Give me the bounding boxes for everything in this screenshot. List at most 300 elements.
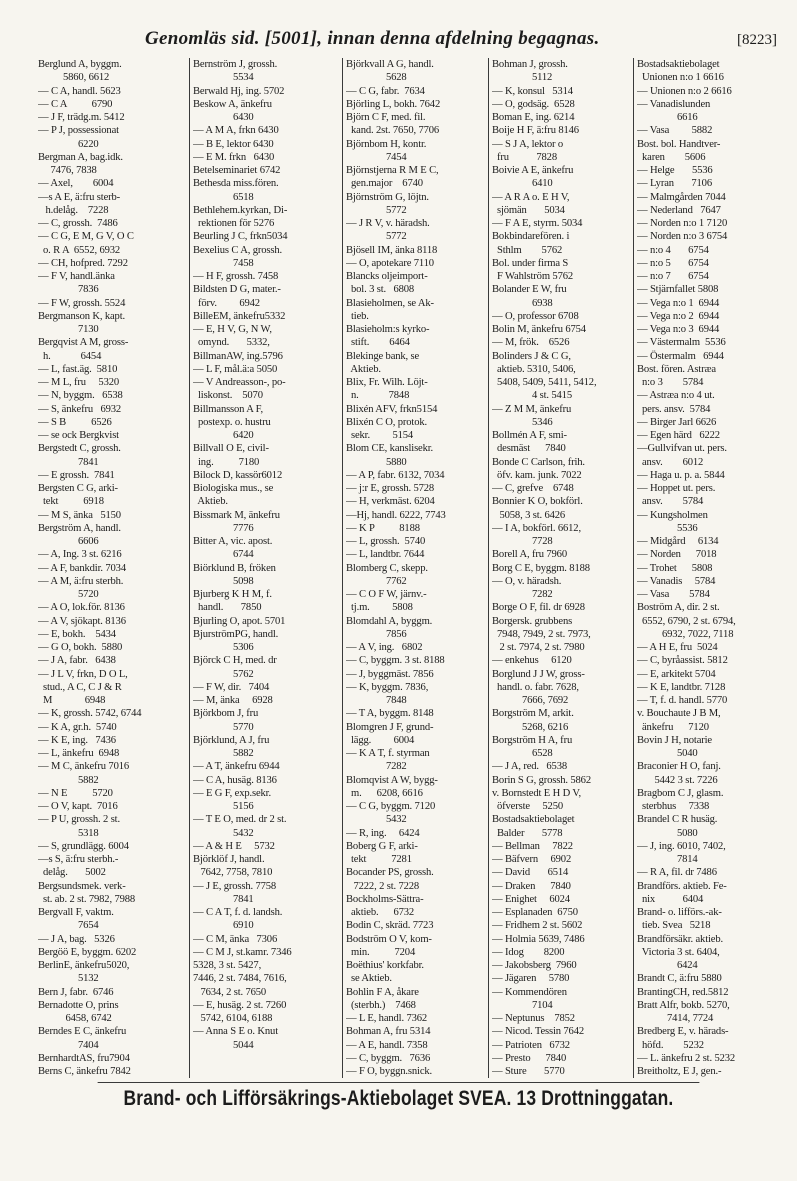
directory-columns	[38, 58, 791, 1078]
directory-entry-line: 5720	[38, 589, 99, 600]
directory-entry-line: — A, Ing. 3 st. 6216	[38, 549, 122, 561]
directory-entry-line: — Haga u. p. a. 5844	[637, 469, 725, 481]
directory-entry-line: — Presto 7840	[492, 1052, 567, 1064]
directory-entry-line: Björkvall A G, handl.	[346, 59, 434, 70]
directory-entry-line: 5432	[346, 814, 407, 826]
directory-entry-line: — C A, husäg. 8136	[193, 774, 277, 786]
directory-entry-line: gen.major 6740	[346, 178, 423, 190]
directory-entry-line: Bildsten D G, mater.-	[193, 284, 281, 296]
directory-entry-line: — F W, grossh. 5524	[38, 297, 126, 309]
directory-entry-line: — se ock Bergkvist	[38, 430, 119, 441]
directory-entry-line: — K A, gr.h. 5740	[38, 721, 117, 733]
directory-entry-line: — F W, dir. 7404	[193, 681, 270, 693]
directory-entry-line: Bohlin F A, åkare	[346, 986, 419, 998]
directory-entry-line: — Sture 5770	[492, 1066, 565, 1077]
directory-entry-line: tekt 7281	[346, 854, 412, 865]
directory-entry-line: — L, änkefru 6948	[38, 748, 120, 759]
header-title: Genomläs sid. [5001], innan denna afdelning begagnas.	[145, 28, 600, 49]
directory-entry-line: — Z M M, änkefru	[492, 403, 572, 415]
directory-entry-line: — G O, bokh. 5880	[38, 642, 123, 653]
directory-entry-line: karen 5606	[637, 151, 706, 163]
directory-entry-line: Bergvall F, vaktm.	[38, 907, 114, 918]
directory-entry-line: — Vanadislunden	[637, 98, 711, 110]
directory-entry-line: F Wahlström 5762	[492, 271, 574, 282]
directory-entry-line: Bjurberg K H M, f.	[193, 589, 272, 600]
directory-entry-line: — E G F, exp.sekr.	[193, 787, 271, 799]
directory-entry-line: — Astræa n:o 4 ut.	[637, 390, 715, 402]
directory-entry-line: Balder 5778	[492, 827, 563, 839]
directory-entry-line: — David 6514	[492, 867, 569, 879]
directory-entry-line: — M S, änka 5150	[38, 509, 121, 521]
directory-entry-line: — E, H V, G, N W,	[193, 324, 272, 335]
directory-entry-line: v. Bornstedt E H D V,	[492, 787, 582, 799]
directory-entry-line: — j:r E, grossh. 5728	[346, 483, 435, 494]
directory-entry-line: — A R A o. E H V,	[492, 191, 570, 203]
directory-entry-line: Bergöö E, byggm. 6202	[38, 946, 137, 958]
directory-entry-line: 5306	[193, 642, 254, 653]
directory-entry-line: Bolin M, änkefru 6754	[492, 324, 586, 335]
directory-entry-line: 7458	[193, 257, 254, 269]
directory-entry-line: — n:o 7 6754	[637, 271, 709, 282]
directory-entry-line: min. 7204	[346, 946, 416, 958]
directory-entry-line: Blomgren J F, grund-	[346, 721, 434, 733]
directory-entry-line: Boivie A E, änkefru	[492, 165, 574, 176]
directory-entry-line: 7404	[38, 1039, 99, 1051]
directory-entry-line: Bragbom C J, glasm.	[637, 787, 724, 799]
directory-entry-line: handl. 7850	[193, 602, 262, 614]
directory-entry-line: BillmanAW, ing.5796	[193, 350, 283, 362]
directory-entry-line: Bern J, fabr. 6746	[38, 986, 114, 998]
directory-entry-line: Aktieb.	[193, 496, 228, 508]
directory-entry-line: — T E O, med. dr 2 st.	[193, 814, 287, 826]
directory-entry-line: Betelseminariet 6742	[193, 165, 281, 176]
directory-entry-line: — K, grossh. 5742, 6744	[38, 708, 142, 720]
directory-entry-line: — B E, lektor 6430	[193, 138, 274, 150]
directory-entry-line: — J E, grossh. 7758	[193, 880, 277, 892]
directory-entry-line: — E, bokh. 5434	[38, 628, 116, 640]
directory-entry-line: Bissmark M, änkefru	[193, 509, 280, 521]
directory-entry-line: Bredberg E, v. härads-	[637, 1026, 729, 1038]
directory-entry-line: — M L, fru 5320	[38, 377, 120, 388]
directory-entry-line: Biologiska mus., se	[193, 483, 274, 494]
directory-column-2	[190, 58, 343, 1078]
directory-entry-line: Borgström M, arkit.	[492, 708, 574, 720]
directory-entry-line: Bergström A, handl.	[38, 522, 121, 534]
directory-entry-line: — T A, byggm. 8148	[346, 708, 434, 720]
directory-entry-line: Bergstedt C, grossh.	[38, 443, 121, 455]
directory-entry-line: 6606	[38, 536, 99, 547]
directory-entry-line: — C M J, st.kamr. 7346	[193, 946, 292, 958]
directory-entry-line: Borgström H A, fru	[492, 734, 573, 746]
directory-entry-line: öfverste 5250	[492, 801, 563, 812]
directory-entry-line: bol. 3 st. 6808	[346, 284, 415, 296]
directory-entry-line: 6410	[492, 178, 553, 190]
directory-entry-line: Braconier H O, fanj.	[637, 761, 721, 773]
directory-entry-line: — Hoppet ut. pers.	[637, 483, 716, 494]
directory-entry-line: — J, byggmäst. 7856	[346, 668, 434, 680]
directory-entry-line: aktieb. 5310, 5406,	[492, 363, 576, 375]
directory-entry-line: rektionen för 5276	[193, 218, 275, 229]
directory-entry-line: 4 st. 5415	[492, 390, 572, 402]
directory-entry-line: — C, byggm. 7636	[346, 1052, 431, 1064]
directory-entry-line: 6424	[637, 960, 698, 971]
directory-entry-line: Berwald Hj, ing. 5702	[193, 85, 285, 97]
directory-entry-line: — S J A, lektor o	[492, 138, 564, 150]
directory-entry-line: 2 st. 7974, 2 st. 7980	[492, 642, 585, 653]
directory-entry-line: Borin S G, grossh. 5862	[492, 774, 591, 786]
directory-entry-line: 7414, 7724	[637, 1013, 714, 1024]
directory-entry-line: 6616	[637, 112, 698, 123]
directory-entry-line: o. R A 6552, 6932	[38, 244, 121, 256]
directory-entry-line: v. Bouchaute J B M,	[637, 708, 721, 720]
directory-entry-line: Bost. bol. Handtver-	[637, 138, 721, 150]
directory-entry-line: — Kungsholmen	[637, 509, 708, 521]
page-number: [8223]	[737, 32, 777, 48]
directory-entry-line: 5156	[193, 801, 254, 812]
directory-entry-line: — L E, handl. 7362	[346, 1013, 428, 1024]
directory-entry-line: — K A T, f. styrman	[346, 748, 430, 759]
directory-entry-line: — Midgård 6134	[637, 536, 719, 547]
directory-entry-line: — n:o 5 6754	[637, 257, 709, 269]
directory-entry-line: 7454	[346, 151, 407, 163]
directory-entry-line: 5770	[193, 721, 254, 733]
directory-entry-line: — R A, fil. dr 7486	[637, 867, 717, 879]
directory-entry-line: — Anna S E o. Knut	[193, 1026, 278, 1038]
directory-entry-line: Blomdahl A, byggm.	[346, 615, 433, 627]
directory-entry-line: Blix, Fr. Wilh. Löjt-	[346, 377, 428, 388]
directory-entry-line: liskonst. 5070	[193, 390, 263, 402]
directory-entry-line: 5098	[193, 575, 254, 587]
directory-entry-line: Bonde C Carlson, frih.	[492, 456, 585, 468]
directory-entry-line: postexp. o. hustru	[193, 416, 271, 428]
directory-entry-line: 7841	[38, 456, 99, 468]
directory-entry-line: — J A, bag. 5326	[38, 933, 115, 945]
directory-entry-line: Borell A, fru 7960	[492, 549, 567, 561]
directory-entry-line: — C, byråassist. 5812	[637, 655, 728, 667]
directory-entry-line: 6528	[492, 748, 553, 759]
directory-entry-line: — P U, grossh. 2 st.	[38, 814, 120, 826]
directory-entry-line: — A F, bankdir. 7034	[38, 562, 126, 574]
directory-entry-line: — K P 8188	[346, 522, 420, 534]
directory-entry-line: Brandel C R husäg.	[637, 814, 718, 826]
directory-entry-line: 6932, 7022, 7118	[637, 628, 734, 640]
directory-entry-line: tieb. Svea 5218	[637, 920, 711, 932]
directory-entry-line: — C O F W, järnv.-	[346, 589, 427, 600]
directory-entry-line: — L, landtbr. 7644	[346, 549, 425, 561]
directory-entry-line: 7104	[492, 999, 553, 1011]
directory-entry-line: 5044	[193, 1039, 254, 1051]
directory-entry-line: — Västermalm 5536	[637, 337, 726, 349]
directory-entry-line: 7814	[637, 854, 698, 865]
directory-entry-line: 6552, 6790, 2 st. 6794,	[637, 615, 736, 627]
directory-entry-line: 5040	[637, 748, 698, 759]
directory-entry-line: — N, byggm. 6538	[38, 390, 123, 402]
directory-entry-line: — C, grossh. 7486	[38, 218, 118, 229]
directory-entry-line: 7654	[38, 920, 99, 932]
directory-entry-line: 6458, 6742	[38, 1013, 112, 1024]
directory-entry-line: 7634, 2 st. 7650	[193, 986, 267, 998]
directory-entry-line: — Jägaren 5780	[492, 973, 570, 985]
directory-entry-line: 7666, 7692	[492, 695, 569, 706]
directory-entry-line: Borgersk. grubbens	[492, 615, 573, 627]
directory-entry-line: — Östermalm 6944	[637, 350, 724, 362]
directory-entry-line: 7776	[193, 522, 254, 534]
directory-entry-line: Bergsten C G, arki-	[38, 483, 118, 494]
directory-entry-line: — R, ing. 6424	[346, 827, 420, 839]
directory-entry-line: 7476, 7838	[38, 165, 97, 176]
directory-entry-line: — K, konsul 5314	[492, 85, 573, 97]
directory-entry-line: 7642, 7758, 7810	[193, 867, 273, 879]
directory-entry-line: Borg C E, byggm. 8188	[492, 562, 590, 574]
directory-entry-line: 7728	[492, 536, 553, 547]
directory-entry-line: — Lyran 7106	[637, 178, 712, 190]
directory-entry-line: n:o 3 5784	[637, 377, 704, 388]
directory-entry-line: — C A 6790	[38, 98, 113, 110]
directory-entry-line: — Egen härd 6222	[637, 430, 720, 441]
directory-entry-line: 6220	[38, 138, 99, 150]
directory-column-5	[634, 58, 791, 1078]
directory-entry-line: — Vanadis 5784	[637, 575, 716, 587]
directory-entry-line: — A & H E 5732	[193, 840, 275, 852]
directory-entry-line: Bergmanson K, kapt.	[38, 310, 125, 322]
directory-entry-line: 5742, 6104, 6188	[193, 1013, 273, 1024]
directory-entry-line: 5408, 5409, 5411, 5412,	[492, 377, 597, 388]
directory-entry-line: omynd. 5332,	[193, 337, 270, 349]
directory-entry-line: 5058, 3 st. 6426	[492, 509, 566, 521]
directory-entry-line: BerlinE, änkefru5020,	[38, 960, 130, 971]
directory-entry-line: Bonnier K O, bokförl.	[492, 496, 583, 508]
directory-entry-line: 5080	[637, 827, 698, 839]
directory-entry-line: Bjösell IM, änka 8118	[346, 244, 438, 256]
directory-entry-line: Bergman A, bag.idk.	[38, 151, 123, 163]
directory-entry-line: Borge O F, fil. dr 6928	[492, 602, 585, 614]
directory-entry-line: lägg. 6004	[346, 734, 415, 746]
directory-entry-line: Billmansson A F,	[193, 403, 264, 415]
directory-entry-line: — Unionen n:o 2 6616	[637, 85, 732, 97]
directory-entry-line: Björck C H, med. dr	[193, 655, 277, 667]
directory-entry-line: sjömän 5034	[492, 204, 565, 216]
directory-entry-line: Bohman J, grossh.	[492, 59, 568, 70]
directory-entry-line: — C M, änka 7306	[193, 933, 278, 945]
directory-entry-line: Blixén AFV, frkn5154	[346, 403, 438, 415]
directory-entry-line: 5762	[193, 668, 254, 680]
directory-entry-line: sterbhus 7338	[637, 801, 710, 812]
directory-entry-line: — Esplanaden 6750	[492, 907, 578, 918]
directory-entry-line: Bitter A, vic. apost.	[193, 536, 273, 547]
directory-entry-line: 5772	[346, 231, 407, 243]
directory-entry-line: 5860, 6612	[38, 72, 110, 84]
directory-entry-line: Blomqvist A W, bygg-	[346, 774, 438, 786]
directory-entry-line: Blasieholm:s kyrko-	[346, 324, 430, 335]
directory-entry-line: h. 6454	[38, 350, 102, 362]
directory-entry-line: — Trohet 5808	[637, 562, 713, 574]
directory-entry-line: 7282	[346, 761, 407, 773]
directory-entry-line: — M, änka 6928	[193, 695, 273, 706]
directory-entry-line: Boëthius' korkfabr.	[346, 960, 424, 971]
directory-entry-line: — Norden 7018	[637, 549, 717, 561]
directory-entry-line: — F A E, styrm. 5034	[492, 218, 583, 229]
directory-entry-line: — Vega n:o 1 6944	[637, 297, 720, 309]
directory-entry-line: — Enighet 6024	[492, 893, 570, 905]
directory-entry-line: 5328, 3 st. 5427,	[193, 960, 262, 971]
directory-entry-line: — A M A, frkn 6430	[193, 125, 279, 137]
directory-entry-line: Bergqvist A M, gross-	[38, 337, 129, 349]
directory-entry-line: — O, apotekare 7110	[346, 257, 434, 269]
directory-entry-line: — C A, handl. 5623	[38, 85, 121, 97]
directory-entry-line: se Aktieb.	[346, 973, 392, 985]
directory-entry-line: — Helge 5536	[637, 165, 713, 176]
directory-entry-line: Brandförsäkr. aktieb.	[637, 933, 723, 945]
directory-entry-line: Berglund A, byggm.	[38, 59, 122, 70]
directory-entry-line: — K E, ing. 7436	[38, 734, 116, 746]
directory-entry-line: n. 7848	[346, 390, 410, 402]
directory-entry-line: 7762	[346, 575, 407, 587]
directory-entry-line: — J, ing. 6010, 7402,	[637, 840, 726, 852]
directory-entry-line: Beskow A, änkefru	[193, 98, 272, 110]
directory-entry-line: Bohman A, fru 5314	[346, 1026, 431, 1038]
directory-entry-line: 7222, 2 st. 7228	[346, 880, 420, 892]
directory-entry-line: ansv. 5784	[637, 496, 704, 508]
directory-entry-line: — J L V, frkn, D O L,	[38, 668, 128, 680]
directory-entry-line: — K E, landtbr. 7128	[637, 681, 726, 693]
directory-entry-line: 5772	[346, 204, 407, 216]
directory-entry-line: — L F, mål.ä:a 5050	[193, 363, 278, 375]
directory-entry-line: 5346	[492, 416, 553, 428]
directory-entry-line: — A V, sjökapt. 8136	[38, 615, 126, 627]
directory-entry-line: — Malmgården 7044	[637, 191, 726, 203]
directory-entry-line: 5442 3 st. 7226	[637, 774, 718, 786]
directory-entry-line: delåg. 5002	[38, 867, 106, 879]
directory-entry-line: handl. o. fabr. 7628,	[492, 681, 579, 693]
directory-entry-line: Bjurling O, apot. 5701	[193, 615, 286, 627]
directory-entry-line: — H F, grossh. 7458	[193, 271, 279, 282]
directory-entry-line: pers. ansv. 5784	[637, 403, 711, 415]
directory-entry-line: 6910	[193, 920, 254, 932]
directory-entry-line: Berns C, änkefru 7842	[38, 1066, 131, 1077]
directory-entry-line: Björklöf J, handl.	[193, 854, 265, 865]
directory-entry-line: — Bellman 7822	[492, 840, 573, 852]
directory-entry-line: — A E, handl. 7358	[346, 1039, 428, 1051]
directory-entry-line: Bollmén A F, smi-	[492, 430, 567, 441]
directory-entry-line: Bolander E W, fru	[492, 284, 567, 296]
directory-entry-line: Bodström O V, kom-	[346, 933, 432, 945]
page-header	[90, 26, 777, 58]
directory-entry-line: Bethlehem.kyrkan, Di-	[193, 204, 288, 216]
directory-entry-line: tj.m. 5808	[346, 602, 413, 614]
directory-entry-line: — J R V, v. häradsh.	[346, 218, 430, 229]
directory-entry-line: 5268, 6216	[492, 721, 569, 733]
directory-entry-line: Berndes E C, änkefru	[38, 1026, 127, 1038]
directory-entry-line: Aktieb.	[346, 363, 381, 375]
directory-entry-line: Björkbom J, fru	[193, 708, 259, 720]
directory-entry-line: — M, frök. 6526	[492, 337, 570, 349]
directory-entry-line: 5628	[346, 72, 407, 84]
directory-entry-line: — L, fast.äg. 5810	[38, 363, 118, 375]
directory-entry-line: Borglund J J W, gross-	[492, 668, 585, 680]
directory-entry-line: kand. 2st. 7650, 7706	[346, 125, 440, 137]
directory-entry-line: 6744	[193, 549, 254, 561]
directory-entry-line: Bost. fören. Astræa	[637, 363, 716, 375]
directory-entry-line: — Vega n:o 2 6944	[637, 310, 720, 322]
directory-entry-line: Sthlm 5762	[492, 244, 563, 256]
directory-entry-line: Beurling J C, frkn5034	[193, 231, 288, 243]
directory-entry-line: — C G, fabr. 7634	[346, 85, 425, 97]
directory-entry-line: Biörklund B, fröken	[193, 562, 276, 574]
directory-entry-line: Bodin C, skräd. 7723	[346, 920, 434, 932]
directory-entry-line: — J F, trädg.m. 5412	[38, 112, 125, 123]
directory-entry-line: förv. 6942	[193, 297, 260, 309]
footer-advertisement: Brand- och Lifförsäkrings-Aktiebolaget SVEA. 13 Drottninggatan.	[98, 1082, 700, 1111]
directory-entry-line: —Hj, handl. 6222, 7743	[346, 509, 446, 521]
directory-entry-line: — Norden n:o 3 6754	[637, 231, 728, 243]
directory-entry-line: — Draken 7840	[492, 880, 571, 892]
directory-entry-line: — L. änkefru 2 st. 5232	[637, 1052, 736, 1064]
directory-entry-line: st. ab. 2 st. 7982, 7988	[38, 893, 136, 905]
directory-entry-line: Victoria 3 st. 6404,	[637, 946, 720, 958]
directory-entry-line: Bol. under firma S	[492, 257, 569, 269]
directory-entry-line: — S B 6526	[38, 416, 112, 428]
directory-entry-line: — Neptunus 7852	[492, 1013, 575, 1024]
directory-entry-line: — C G, byggm. 7120	[346, 801, 436, 812]
directory-entry-line: — Kommendören	[492, 986, 567, 998]
directory-entry-line: — Jakobsberg 7960	[492, 960, 577, 971]
directory-entry-line: 7130	[38, 324, 99, 335]
directory-entry-line: — A H E, fru 5024	[637, 642, 718, 653]
directory-entry-line: Bilock D, kassör6012	[193, 469, 283, 481]
directory-entry-line: 7446, 2 st. 7484, 7616,	[193, 973, 287, 985]
directory-entry-line: — A V, ing. 6802	[346, 642, 423, 653]
directory-entry-line: — CH, hofpred. 7292	[38, 257, 128, 269]
directory-entry-line: — Axel, 6004	[38, 178, 114, 190]
directory-entry-line: (sterbh.) 7468	[346, 999, 416, 1011]
directory-entry-line: fru 7828	[492, 151, 557, 163]
directory-entry-line: — A M, ä:fru sterbh.	[38, 575, 124, 587]
directory-column-1	[38, 58, 190, 1078]
directory-entry-line: 7282	[492, 589, 553, 600]
directory-entry-line: —s A E, ä:fru sterb-	[38, 191, 121, 203]
directory-entry-line: desmäst 7840	[492, 443, 566, 455]
directory-entry-line: M 6948	[38, 695, 106, 706]
directory-entry-line: — Stjärnfallet 5808	[637, 284, 719, 296]
directory-entry-line: — H, verkmäst. 6204	[346, 496, 435, 508]
directory-entry-line: Bethesda miss.fören.	[193, 178, 279, 190]
directory-entry-line: — O, v. häradsh.	[492, 575, 562, 587]
directory-entry-line: — J A, fabr. 6438	[38, 655, 116, 667]
directory-entry-line: — A T, änkefru 6944	[193, 761, 280, 773]
directory-entry-line: Björnbom H, kontr.	[346, 138, 427, 150]
directory-entry-line: 5132	[38, 973, 99, 985]
directory-entry-line: 7848	[346, 695, 407, 706]
directory-entry-line: Bernström J, grossh.	[193, 59, 278, 70]
directory-entry-line: — E M. frkn 6430	[193, 151, 275, 163]
directory-entry-line: — S, grundlägg. 6004	[38, 840, 129, 852]
directory-entry-line: stift. 6464	[346, 337, 410, 349]
directory-entry-line: 5880	[346, 456, 407, 468]
directory-entry-line: Blancks oljeimport-	[346, 271, 428, 282]
directory-entry-line: — C, grefve 6748	[492, 483, 574, 494]
directory-entry-line: — Nederland 7647	[637, 204, 721, 216]
directory-entry-line: — E, arkitekt 5704	[637, 668, 716, 680]
directory-entry-line: Blomberg C, skepp.	[346, 562, 428, 574]
directory-entry-line: — J A, red. 6538	[492, 761, 567, 773]
directory-entry-line: h.delåg. 7228	[38, 204, 109, 216]
directory-entry-line: — Nicod. Tessin 7642	[492, 1026, 584, 1038]
directory-entry-line: 6518	[193, 191, 254, 203]
directory-entry-line: BilleEM, änkefru5332	[193, 310, 286, 322]
directory-entry-line: höfd. 5232	[637, 1039, 704, 1051]
directory-entry-line: Breitholtz, E J, gen.-	[637, 1066, 722, 1077]
directory-entry-line: 7841	[193, 893, 254, 905]
